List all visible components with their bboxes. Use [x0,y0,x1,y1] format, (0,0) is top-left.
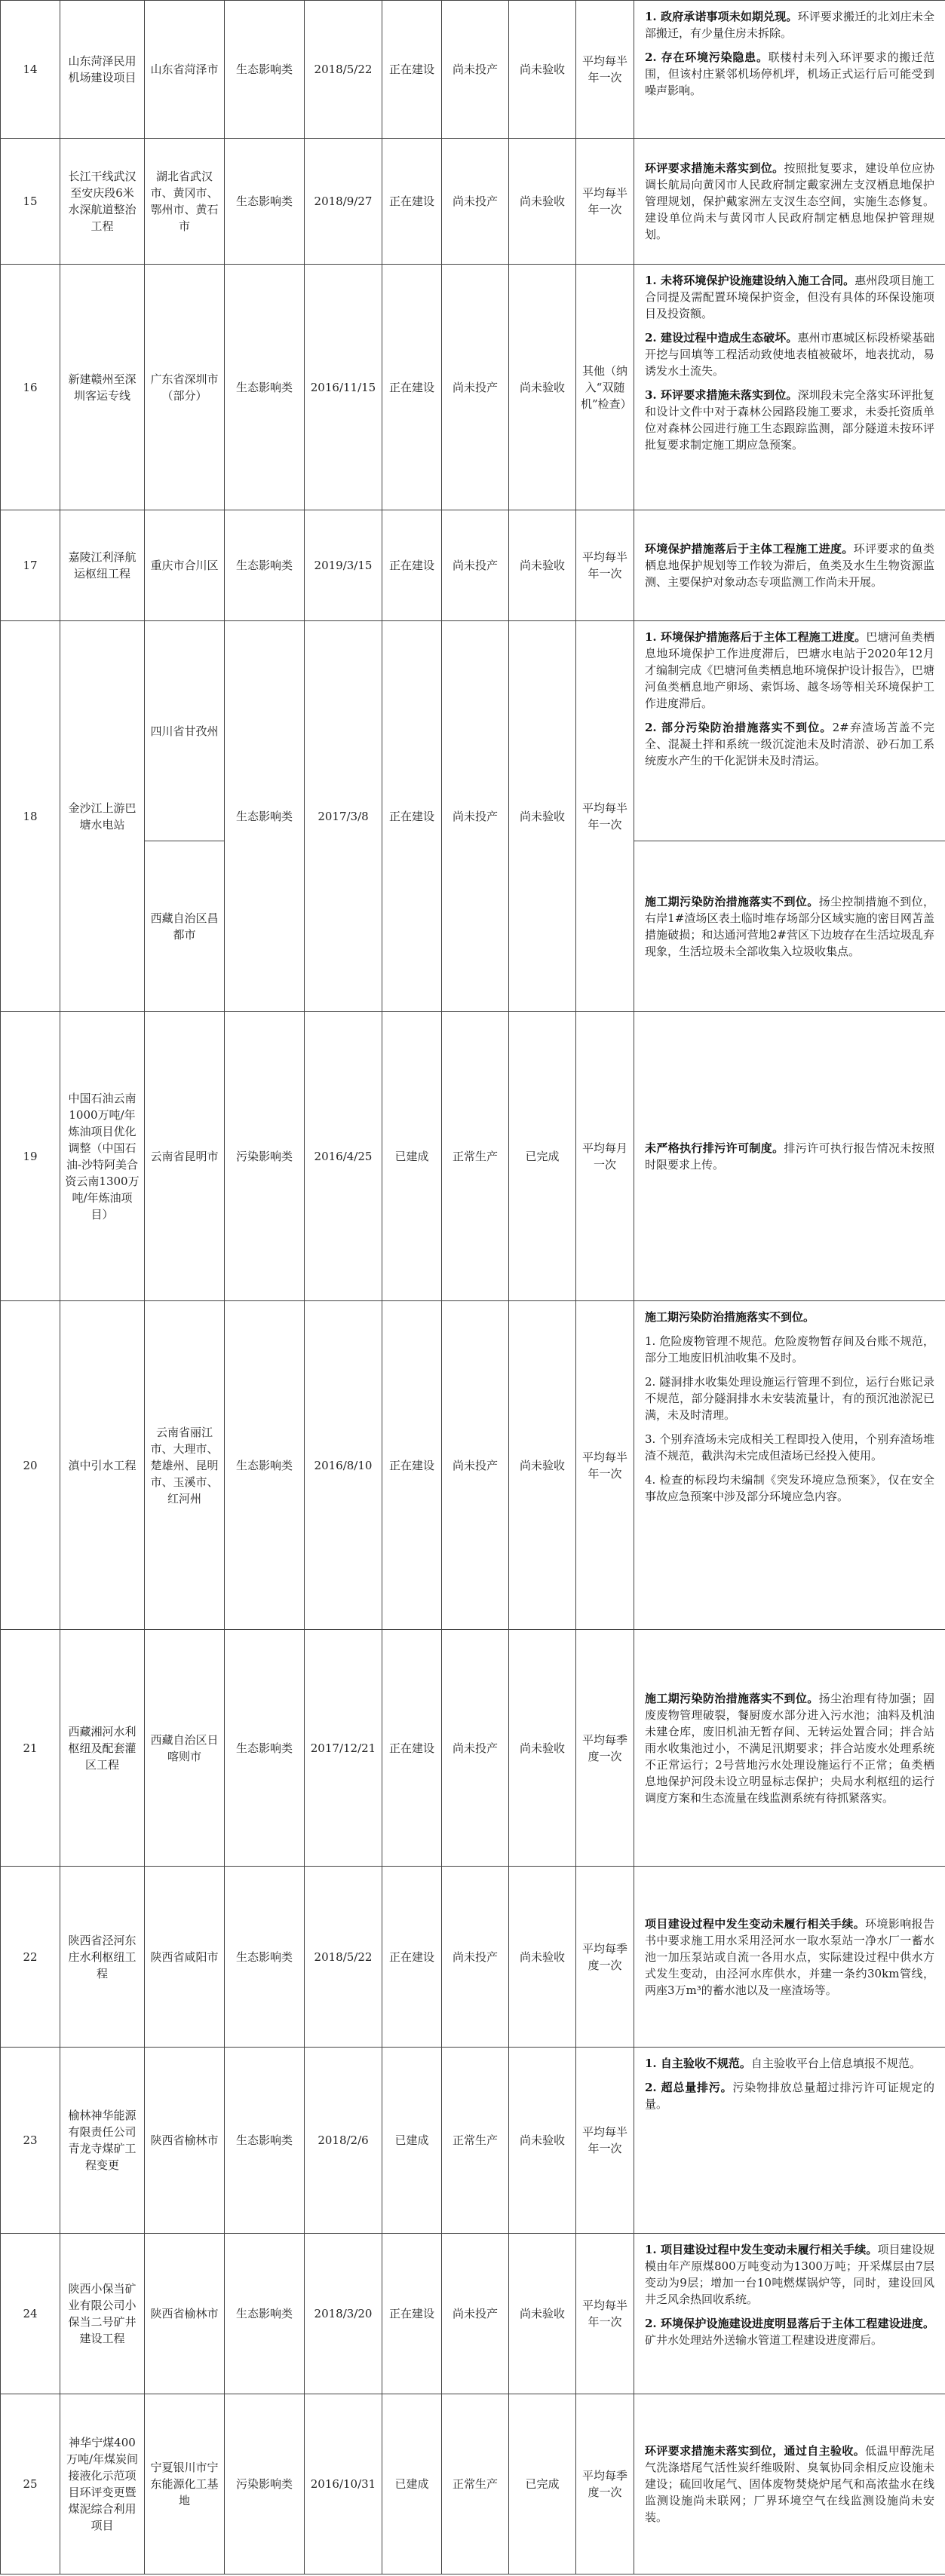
row-number: 18 [1,621,60,1012]
project-region: 云南省昆明市 [145,1012,225,1301]
acceptance-status: 尚未验收 [509,621,576,1012]
issue-title: 施工期污染防治措施落实不到位。 [645,1310,815,1324]
issue-description [634,2234,945,2394]
issue-text: 矿井水处理站外送输水管道工程建设进度滞后。 [645,2333,883,2347]
project-region: 陕西省榆林市 [145,2234,225,2394]
project-region: 宁夏银川市宁东能源化工基地 [145,2394,225,2574]
project-category: 生态影响类 [225,265,305,510]
issue-text: 项目建设规模由年产原煤800万吨变动为1300万吨；开采煤层由7层变动为9层；增加一台10吨燃煤锅炉等，同时，建设回风井乏风余热回收系统。 [645,2243,934,2306]
project-category: 生态影响类 [225,1301,305,1630]
project-category: 生态影响类 [225,2234,305,2394]
issue-title: 2. 超总量排污。 [645,2081,733,2094]
project-name: 西藏湘河水利枢纽及配套灌区工程 [60,1630,145,1867]
issue-text: 惠州段项目施工合同提及需配置环境保护资金，但没有具体的环保设施项目及投资额。 [645,274,934,320]
issue-title: 1. 项目建设过程中发生变动未履行相关手续。 [645,2243,878,2256]
issue-paragraph [645,387,934,453]
issue-text: 巴塘河鱼类栖息地环境保护工作进度滞后，巴塘水电站于2020年12月才编制完成《巴塘河鱼类栖息地环境保护设计报告》，巴塘河鱼类栖息地产卵场、索饵场、越冬场等相关环境保护工作进度滞后。 [645,630,934,710]
issue-text: 联楼村未列入环评要求的搬迁范围，但该村庄紧邻机场停机坪，机场正式运行后可能受到噪声影响。 [645,51,934,97]
issue-paragraph [645,1690,934,1806]
inspection-frequency: 平均每季度一次 [576,1630,634,1867]
issue-paragraph [645,1140,934,1173]
inspection-frequency: 平均每半年一次 [576,621,634,1012]
construction-status: 正在建设 [382,1,442,139]
project-name: 嘉陵江利泽航运枢纽工程 [60,510,145,621]
production-status: 尚未投产 [442,1301,509,1630]
production-status: 尚未投产 [442,621,509,1012]
issue-title: 环境保护措施落后于主体工程施工进度。 [645,542,854,556]
issue-text: 低温甲醇洗尾气洗涤塔尾气活性炭纤维吸附、臭氧协同余相反应设施未建设；硫回收尾气、固体废物焚烧炉尾气和高浓盐水在线监测设施尚未联网；厂界环境空气在线监测设施尚未安装。 [645,2444,934,2524]
project-region: 云南省丽江市、大理市、楚雄州、昆明市、玉溪市、红河州 [145,1301,225,1630]
issue-paragraph [645,1374,934,1423]
inspection-frequency: 平均每季度一次 [576,2394,634,2574]
issue-description [634,265,945,510]
production-status: 尚未投产 [442,1867,509,2048]
issue-description [634,1,945,139]
project-name: 中国石油云南1000万吨/年炼油项目优化调整（中国石油-沙特阿美合资云南1300万吨/年炼油项目） [60,1012,145,1301]
project-region: 湖北省武汉市、黄冈市、鄂州市、黄石市 [145,139,225,265]
project-name: 神华宁煤400万吨/年煤炭间接液化示范项目环评变更暨煤泥综合利用项目 [60,2394,145,2574]
table-row [1,1301,945,1630]
table-body [1,1,945,2574]
issue-paragraph [645,1916,934,1999]
construction-status: 正在建设 [382,510,442,621]
issue-title: 1. 政府承诺事项未如期兑现。 [645,10,798,23]
acceptance-status: 尚未验收 [509,1,576,139]
issue-text: 2. 隧洞排水收集处理设施运行管理不到位，运行台账记录不规范，部分隧洞排水未安装流量计，有的预沉池淤泥已满，未及时清理。 [645,1375,934,1422]
table-row [1,2234,945,2394]
project-region: 重庆市合川区 [145,510,225,621]
inspection-frequency: 平均每半年一次 [576,2048,634,2234]
approval-date: 2017/3/8 [305,621,382,1012]
issue-title: 施工期污染防治措施落实不到位。 [645,894,819,908]
table-row [1,1012,945,1301]
issue-title: 1. 环境保护措施落后于主体工程施工进度。 [645,630,867,644]
table-row [1,1630,945,1867]
row-number: 20 [1,1301,60,1630]
inspection-frequency: 平均每半年一次 [576,1301,634,1630]
project-name: 滇中引水工程 [60,1301,145,1630]
issue-paragraph [645,541,934,590]
production-status: 正常生产 [442,2048,509,2234]
project-region: 山东省菏泽市 [145,1,225,139]
construction-status: 正在建设 [382,621,442,1012]
project-region: 西藏自治区昌都市 [145,841,225,1012]
project-category: 生态影响类 [225,1867,305,2048]
production-status: 正常生产 [442,2394,509,2574]
issue-title: 项目建设过程中发生变动未履行相关手续。 [645,1916,866,1931]
construction-status: 正在建设 [382,139,442,265]
inspection-frequency: 平均每半年一次 [576,510,634,621]
issue-description [634,1301,945,1630]
issue-description [634,139,945,265]
table-row [1,1867,945,2048]
issue-description [634,621,945,841]
table-row [1,2394,945,2574]
construction-status: 正在建设 [382,1630,442,1867]
project-region: 西藏自治区日喀则市 [145,1630,225,1867]
construction-status: 正在建设 [382,1301,442,1630]
issue-text: 深圳段未完全落实环评批复和设计文件中对于森林公园路段施工要求，未委托资质单位对森林公园进行施工生态跟踪监测，部分隧道未按环评批复要求制定施工期应急预案。 [645,388,934,452]
issue-paragraph [645,719,934,769]
inspection-frequency: 平均每半年一次 [576,1,634,139]
issue-text: 自主验收平台上信息填报不规范。 [750,2057,921,2070]
project-category: 生态影响类 [225,1,305,139]
issue-text: 排污许可执行报告情况未按照时限要求上传。 [645,1141,934,1172]
approval-date: 2016/8/10 [305,1301,382,1630]
issue-paragraph [645,629,934,712]
issue-paragraph [645,49,934,99]
issue-title: 1. 未将环境保护设施建设纳入施工合同。 [645,274,855,287]
row-number: 22 [1,1867,60,2048]
issue-title: 环评要求措施未落实到位。 [645,161,784,175]
issue-description [634,510,945,621]
row-number: 24 [1,2234,60,2394]
project-name: 新建赣州至深圳客运专线 [60,265,145,510]
table-row [1,265,945,510]
issue-title: 1. 自主验收不规范。 [645,2057,751,2070]
production-status: 尚未投产 [442,1,509,139]
acceptance-status: 已完成 [509,2394,576,2574]
issue-title: 3. 环评要求措施未落实到位。 [645,388,798,402]
issue-text: 扬尘控制措施不到位，右岸1#渣场区表土临时堆存场部分区域实施的密目网苫盖措施破损；和达通河营地2#营区下边坡存在生活垃圾乱弃现象，生活垃圾未全部收集入垃圾收集点。 [645,894,934,958]
issue-title: 2. 存在环境污染隐患。 [645,51,769,64]
construction-status: 正在建设 [382,265,442,510]
acceptance-status: 已完成 [509,1012,576,1301]
row-number: 23 [1,2048,60,2234]
acceptance-status: 尚未验收 [509,2048,576,2234]
issue-paragraph [645,2443,934,2525]
issue-paragraph [645,1309,934,1325]
acceptance-status: 尚未验收 [509,139,576,265]
issue-text: 1. 危险废物管理不规范。危险废物暂存间及台账不规范，部分工地废旧机油收集不及时。 [645,1334,934,1365]
project-category: 生态影响类 [225,621,305,1012]
approval-date: 2017/12/21 [305,1630,382,1867]
table-row [1,139,945,265]
table-row [1,621,945,841]
approval-date: 2016/4/25 [305,1012,382,1301]
project-region: 广东省深圳市（部分） [145,265,225,510]
inspection-frequency: 平均每季度一次 [576,1867,634,2048]
project-name: 陕西小保当矿业有限公司小保当二号矿井建设工程 [60,2234,145,2394]
issue-title: 2. 建设过程中造成生态破坏。 [645,331,798,345]
issue-paragraph [645,272,934,322]
production-status: 尚未投产 [442,1630,509,1867]
issue-paragraph [645,2055,934,2072]
row-number: 14 [1,1,60,139]
row-number: 19 [1,1012,60,1301]
project-name: 山东菏泽民用机场建设项目 [60,1,145,139]
issue-title: 环评要求措施未落实到位，通过自主验收。 [645,2444,866,2458]
approval-date: 2016/11/15 [305,265,382,510]
row-number: 21 [1,1630,60,1867]
construction-status: 已建成 [382,1012,442,1301]
issue-text: 2#弃渣场苫盖不完全、混凝土拌和系统一级沉淀池未及时清淤、砂石加工系统废水产生的干化泥饼未及时清运。 [645,721,934,767]
issue-text: 环评要求搬迁的北刘庄未全部搬迁，有少量住房未拆除。 [645,10,934,40]
approval-date: 2016/10/31 [305,2394,382,2574]
table-row [1,2048,945,2234]
issue-paragraph [645,160,934,243]
project-region: 陕西省咸阳市 [145,1867,225,2048]
inspection-frequency: 平均每半年一次 [576,2234,634,2394]
approval-date: 2019/3/15 [305,510,382,621]
approval-date: 2018/5/22 [305,1867,382,2048]
issue-title: 施工期污染防治措施落实不到位。 [645,1691,819,1705]
issue-paragraph [645,893,934,960]
issue-title: 2. 部分污染防治措施落实不到位。 [645,721,833,734]
project-category: 生态影响类 [225,1630,305,1867]
construction-status: 已建成 [382,2048,442,2234]
issue-text: 环境影响报告书中要求施工用水采用泾河水一取水泵站一净水厂一蓄水池一加压泵站或自流一各用水点，实际建设过程中供水方式发生变动，由泾河水库供水，并建一条约30km管线，两座3万m³的蓄水池以及一座渣场等。 [645,1916,934,1997]
issue-title: 2. 环境保护设施建设进度明显落后于主体工程建设进度。 [645,2317,934,2330]
issue-text: 污染物排放总量超过排污许可证规定的量。 [645,2081,934,2111]
approval-date: 2018/9/27 [305,139,382,265]
issue-description [634,841,945,1012]
construction-status: 正在建设 [382,2234,442,2394]
production-status: 尚未投产 [442,2234,509,2394]
acceptance-status: 尚未验收 [509,1301,576,1630]
issue-text: 惠州市惠城区标段桥梁基础开挖与回填等工程活动致使地表植被破坏，地表扰动，易诱发水土流失。 [645,331,934,378]
acceptance-status: 尚未验收 [509,265,576,510]
issue-title: 未严格执行排污许可制度。 [645,1141,784,1155]
issue-description [634,1630,945,1867]
production-status: 正常生产 [442,1012,509,1301]
row-number: 16 [1,265,60,510]
issue-paragraph [645,1472,934,1505]
project-category: 生态影响类 [225,510,305,621]
row-number: 15 [1,139,60,265]
inspection-frequency: 平均每半年一次 [576,139,634,265]
project-name: 榆林神华能源有限责任公司青龙寺煤矿工程变更 [60,2048,145,2234]
project-name: 金沙江上游巴塘水电站 [60,621,145,1012]
issue-description [634,1867,945,2048]
issue-paragraph [645,2315,934,2348]
inspection-frequency: 平均每月一次 [576,1012,634,1301]
issue-text: 4. 检查的标段均未编制《突发环境应急预案》，仅在安全事故应急预案中涉及部分环境应急内容。 [645,1473,934,1503]
issue-paragraph [645,1333,934,1366]
issue-paragraph [645,1431,934,1464]
inspection-frequency: 其他（纳入“双随机”检查） [576,265,634,510]
issue-text: 扬尘治理有待加强；固废废物管理破裂，餐厨废水部分进入污水池；油料及机油未建仓库，废旧机油无暂存间、无转运处置合同；拌合站雨水收集池过小，不满足汛期要求；拌合站废水处理系统不正常运行；2号营地污水处理设施运行不正常；鱼类栖息地保护河段未设立明显标志保护；央局水利枢纽的运行调度方案和生态流量在线监测系统有待抓紧落实。 [645,1691,934,1805]
production-status: 尚未投产 [442,265,509,510]
table-row [1,1,945,139]
row-number: 17 [1,510,60,621]
acceptance-status: 尚未验收 [509,510,576,621]
table-row [1,510,945,621]
issue-paragraph [645,329,934,379]
issue-text: 按照批复要求，建设单位应协调长航局向黄冈市人民政府制定戴家洲左支汊栖息地保护管理规划，保护戴家洲左支汊生态空间，实施生态修复。建设单位尚未与黄冈市人民政府制定栖息地保护管理规划。 [645,161,934,241]
construction-status: 正在建设 [382,1867,442,2048]
acceptance-status: 尚未验收 [509,1867,576,2048]
issue-text: 3. 个别弃渣场未完成相关工程即投入使用，个别弃渣场堆渣不规范，截洪沟未完成但渣场已经投入使用。 [645,1432,934,1463]
project-category: 污染影响类 [225,2394,305,2574]
project-category: 污染影响类 [225,1012,305,1301]
project-region: 陕西省榆林市 [145,2048,225,2234]
approval-date: 2018/3/20 [305,2234,382,2394]
project-category: 生态影响类 [225,139,305,265]
issue-text: 环评要求的鱼类栖息地保护规划等工作较为滞后，鱼类及水生生物资源监测、主要保护对象动态专项监测工作尚未开展。 [645,542,934,589]
approval-date: 2018/2/6 [305,2048,382,2234]
project-name: 长江干线武汉至安庆段6米水深航道整治工程 [60,139,145,265]
acceptance-status: 尚未验收 [509,2234,576,2394]
production-status: 尚未投产 [442,139,509,265]
issue-description [634,2394,945,2574]
project-category: 生态影响类 [225,2048,305,2234]
acceptance-status: 尚未验收 [509,1630,576,1867]
project-name: 陕西省泾河东庄水利枢纽工程 [60,1867,145,2048]
issue-paragraph [645,2241,934,2308]
issue-paragraph [645,2079,934,2112]
issue-description [634,1012,945,1301]
project-region: 四川省甘孜州 [145,621,225,841]
row-number: 25 [1,2394,60,2574]
production-status: 尚未投产 [442,510,509,621]
issue-paragraph [645,8,934,41]
approval-date: 2018/5/22 [305,1,382,139]
issue-description [634,2048,945,2234]
construction-status: 已建成 [382,2394,442,2574]
